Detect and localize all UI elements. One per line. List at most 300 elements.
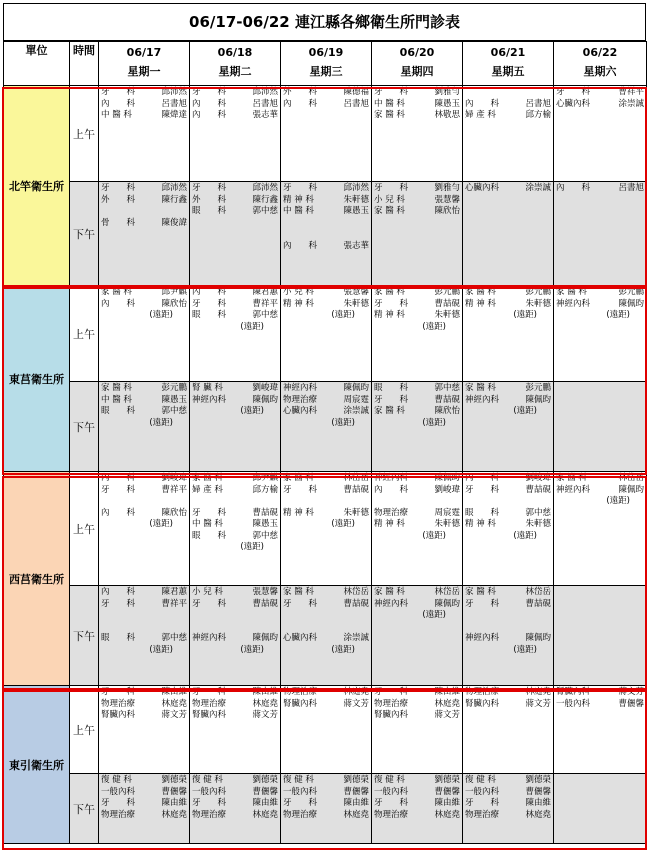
clinic-entry <box>101 710 187 722</box>
department-label: 精 神 科 <box>283 194 314 205</box>
doctor-name: 林庭堯 <box>161 809 187 820</box>
doctor-name: 林庭堯 <box>525 687 551 697</box>
department-label: 婦 產 科 <box>465 110 496 120</box>
clinic-cell <box>372 472 463 586</box>
doctor-name: 陳君蕙 <box>252 287 278 297</box>
remote-note: (遠距) <box>513 644 537 655</box>
department-label: 物理治療 <box>374 809 409 820</box>
doctor-name: 郭中慈 <box>525 507 551 518</box>
clinic-cell <box>281 382 372 472</box>
department-label: 牙 科 <box>192 507 227 518</box>
clinic-entry <box>374 395 460 407</box>
remote-note: (遠距) <box>240 406 264 416</box>
clinic-entry <box>465 395 551 407</box>
department-label: 牙 科 <box>374 687 409 697</box>
doctor-name: 林庭堯 <box>434 809 460 820</box>
clinic-entry <box>374 787 460 799</box>
clinic-entry <box>556 699 644 711</box>
doctor-name: 呂書旭 <box>618 183 644 193</box>
department-label: 外 科 <box>101 194 136 205</box>
clinic-entry <box>374 195 460 207</box>
clinic-cell <box>281 774 372 844</box>
clinic-entry <box>192 206 278 218</box>
department-label: 牙 科 <box>374 183 409 193</box>
remote-note: (遠距) <box>422 417 446 428</box>
clinic-entry <box>374 485 460 497</box>
department-label: 骨 科 <box>101 217 136 228</box>
department-label: 外 科 <box>192 194 227 205</box>
clinic-cell <box>372 382 463 472</box>
doctor-name: 劉峻瑋 <box>434 484 460 495</box>
doctor-name: 曹喆硯 <box>525 598 551 609</box>
department-label: 一般內科 <box>374 786 409 797</box>
clinic-entry <box>101 473 187 485</box>
doctor-name: 陳德福 <box>343 87 369 97</box>
doctor-name: 林岱岳 <box>618 473 644 483</box>
doctor-name: 曹祥平 <box>161 598 187 609</box>
clinic-entry <box>465 99 551 111</box>
remote-note: (遠距) <box>149 644 173 655</box>
department-label: 內 科 <box>556 183 591 193</box>
unit-name: 西莒衛生所 <box>4 472 70 686</box>
period-label: 上午 <box>70 86 99 182</box>
doctor-name: 曹儷馨 <box>252 786 278 797</box>
clinic-entry <box>101 195 187 207</box>
department-label: 物理治療 <box>465 687 500 697</box>
clinic-entry <box>283 699 369 711</box>
clinic-entry <box>556 87 644 99</box>
clinic-entry <box>192 775 278 787</box>
day-header: 06/19 星期三 <box>281 42 372 86</box>
doctor-name: 朱軒德 <box>434 519 460 529</box>
department-label: 腎臟內科 <box>283 698 318 709</box>
department-label: 家 醫 科 <box>283 587 314 597</box>
doctor-name: 陳由維 <box>161 798 187 808</box>
day-header: 06/18 星期二 <box>190 42 281 86</box>
clinic-entry <box>283 775 369 787</box>
doctor-name: 陳佩昀 <box>252 633 278 643</box>
clinic-cell <box>463 382 554 472</box>
department-label: 眼 科 <box>192 206 227 216</box>
clinic-entry <box>192 519 278 531</box>
clinic-cell <box>281 182 372 286</box>
clinic-entry <box>283 383 369 395</box>
doctor-name: 曹儷馨 <box>618 698 644 709</box>
period-label: 上午 <box>70 686 99 774</box>
remote-note: (遠距) <box>149 519 173 529</box>
clinic-cell <box>281 86 372 182</box>
department-label: 內 科 <box>101 587 136 597</box>
department-label: 牙 科 <box>556 87 591 97</box>
clinic-entry <box>283 798 369 810</box>
clinic-entry <box>283 810 369 822</box>
department-label: 物理治療 <box>101 698 136 709</box>
schedule-row <box>4 686 647 774</box>
doctor-name: 邱尹麒 <box>252 473 278 483</box>
department-label: 內 科 <box>374 484 409 495</box>
clinic-cell <box>99 182 190 286</box>
clinic-entry <box>283 508 369 520</box>
doctor-name: 劉雅勻 <box>434 183 460 193</box>
doctor-name: 蔣文芳 <box>434 710 460 720</box>
department-label: 中 醫 科 <box>283 206 314 216</box>
department-label: 小 兒 科 <box>283 287 314 297</box>
clinic-entry <box>556 473 644 485</box>
clinic-entry <box>192 587 278 599</box>
department-label: 物理治療 <box>465 809 500 820</box>
clinic-cell <box>190 586 281 686</box>
department-label: 腎 臟 科 <box>192 383 223 393</box>
clinic-entry <box>374 810 460 822</box>
clinic-entry <box>283 395 369 407</box>
doctor-name: 呂書旭 <box>525 98 551 109</box>
doctor-name: 蔣文芳 <box>161 710 187 720</box>
department-label: 家 醫 科 <box>465 383 496 393</box>
doctor-name: 曹喆硯 <box>252 507 278 518</box>
department-label: 物理治療 <box>374 698 409 709</box>
doctor-name: 朱軒德 <box>343 507 369 518</box>
doctor-name: 朱軒德 <box>525 519 551 529</box>
department-label: 精 神 科 <box>465 298 496 309</box>
clinic-cell <box>99 472 190 586</box>
doctor-name: 張志華 <box>252 110 278 120</box>
doctor-name: 張慧馨 <box>434 194 460 205</box>
clinic-entry <box>192 485 278 497</box>
clinic-entry <box>192 508 278 520</box>
clinic-entry <box>556 687 644 699</box>
department-label: 內 科 <box>283 98 318 109</box>
doctor-name: 林庭堯 <box>434 698 460 709</box>
clinic-entry <box>283 206 369 218</box>
department-label: 精 神 科 <box>374 310 405 320</box>
clinic-entry <box>465 699 551 711</box>
department-label: 神經內科 <box>192 394 227 405</box>
remote-note: (遠距) <box>331 519 355 529</box>
clinic-entry <box>192 383 278 395</box>
doctor-name: 劉德榮 <box>434 775 460 785</box>
doctor-name: 曹喆硯 <box>525 484 551 495</box>
clinic-entry <box>101 218 187 230</box>
department-label: 內 科 <box>192 110 227 120</box>
doctor-name: 周宸霆 <box>434 507 460 518</box>
department-label: 一般內科 <box>192 786 227 797</box>
doctor-name: 陳欣怡 <box>434 206 460 216</box>
department-label: 家 醫 科 <box>374 110 405 120</box>
clinic-entry <box>465 798 551 810</box>
clinic-entry <box>192 87 278 99</box>
department-label: 精 神 科 <box>374 519 405 529</box>
clinic-cell <box>281 286 372 382</box>
clinic-entry <box>283 241 369 253</box>
clinic-entry <box>101 587 187 599</box>
doctor-name: 曹喆硯 <box>343 484 369 495</box>
clinic-entry <box>374 299 460 311</box>
clinic-cell <box>463 286 554 382</box>
doctor-name: 陳佩昀 <box>525 394 551 405</box>
doctor-name: 陳由維 <box>252 798 278 808</box>
unit-name: 東引衛生所 <box>4 686 70 844</box>
doctor-name: 張慧馨 <box>343 287 369 297</box>
doctor-name: 曹儷馨 <box>525 786 551 797</box>
clinic-entry <box>374 687 460 699</box>
department-label: 牙 科 <box>192 183 227 193</box>
doctor-name: 陳行鑫 <box>161 194 187 205</box>
department-label: 心臟內科 <box>465 183 500 193</box>
doctor-name: 陳由維 <box>252 687 278 697</box>
doctor-name: 陳欣怡 <box>161 507 187 518</box>
department-label: 復 健 科 <box>101 775 132 785</box>
department-label: 內 科 <box>101 298 136 309</box>
clinic-entry <box>283 183 369 195</box>
department-label: 家 醫 科 <box>374 206 405 216</box>
doctor-name: 邱沛然 <box>252 87 278 97</box>
doctor-name: 陳佩昀 <box>618 298 644 309</box>
clinic-entry <box>556 287 644 299</box>
doctor-name: 曹喆硯 <box>252 598 278 609</box>
clinic-cell <box>463 472 554 586</box>
remote-note: (遠距) <box>513 310 537 320</box>
clinic-cell <box>190 382 281 472</box>
doctor-name: 林庭堯 <box>343 687 369 697</box>
doctor-name: 朱軒德 <box>343 194 369 205</box>
remote-note: (遠距) <box>606 496 630 506</box>
period-label: 下午 <box>70 774 99 844</box>
department-label: 精 神 科 <box>283 298 314 309</box>
doctor-name: 陳由維 <box>434 687 460 697</box>
remote-note: (遠距) <box>240 542 264 552</box>
department-label: 腎臟內科 <box>374 710 409 720</box>
clinic-entry <box>101 798 187 810</box>
remote-note: (遠距) <box>513 406 537 416</box>
clinic-cell <box>463 586 554 686</box>
doctor-name: 劉德榮 <box>161 775 187 785</box>
department-label: 腎臟內科 <box>101 710 136 720</box>
clinic-entry <box>465 687 551 699</box>
department-label: 內 科 <box>101 507 136 518</box>
clinic-entry <box>192 633 278 645</box>
clinic-entry <box>283 287 369 299</box>
clinic-entry <box>283 87 369 99</box>
unit-header: 單位 <box>4 42 70 86</box>
remote-note: (遠距) <box>331 644 355 655</box>
department-label: 腎臟內科 <box>556 687 591 697</box>
department-label: 復 健 科 <box>374 775 405 785</box>
clinic-entry <box>465 519 551 531</box>
clinic-entry <box>101 810 187 822</box>
department-label: 牙 科 <box>283 798 318 808</box>
department-label: 心臟內科 <box>283 406 318 416</box>
doctor-name: 郭中慈 <box>161 406 187 416</box>
department-label: 物理治療 <box>101 809 136 820</box>
doctor-name: 邱沛然 <box>161 87 187 97</box>
department-label: 內 科 <box>101 98 136 109</box>
department-label: 物理治療 <box>192 698 227 709</box>
department-label: 家 醫 科 <box>374 406 405 416</box>
department-label: 精 神 科 <box>283 507 314 518</box>
department-label: 眼 科 <box>374 383 409 393</box>
doctor-name: 彭元鵬 <box>525 383 551 393</box>
doctor-name: 曹儷馨 <box>343 786 369 797</box>
remote-note: (遠距) <box>331 310 355 320</box>
department-label: 家 醫 科 <box>374 287 405 297</box>
department-label: 物理治療 <box>283 687 318 697</box>
department-label: 復 健 科 <box>283 775 314 785</box>
day-header: 06/22 星期六 <box>554 42 647 86</box>
day-header: 06/17 星期一 <box>99 42 190 86</box>
clinic-cell <box>554 86 647 182</box>
doctor-name: 曹儷馨 <box>161 786 187 797</box>
doctor-name: 曹喆硯 <box>434 298 460 309</box>
doctor-name: 林庭堯 <box>252 698 278 709</box>
doctor-name: 周宸霆 <box>343 394 369 405</box>
doctor-name: 彭元鵬 <box>434 287 460 297</box>
department-label: 心臟內科 <box>556 98 591 109</box>
clinic-cell <box>281 586 372 686</box>
clinic-entry <box>192 699 278 711</box>
doctor-name: 邱方榆 <box>252 484 278 495</box>
unit-name: 東莒衛生所 <box>4 286 70 472</box>
clinic-entry <box>374 383 460 395</box>
clinic-cell <box>281 686 372 774</box>
doctor-name: 陳愚玉 <box>343 206 369 216</box>
doctor-name: 曹喆硯 <box>434 394 460 405</box>
department-label: 內 科 <box>465 473 500 483</box>
department-label: 中 醫 科 <box>101 110 132 120</box>
department-label: 復 健 科 <box>192 775 223 785</box>
doctor-name: 林庭堯 <box>525 809 551 820</box>
department-label: 小 兒 科 <box>192 587 223 597</box>
department-label: 牙 科 <box>465 798 500 808</box>
department-label: 牙 科 <box>283 484 318 495</box>
department-label: 復 健 科 <box>465 775 496 785</box>
clinic-entry <box>101 508 187 520</box>
doctor-name: 陳佩昀 <box>434 598 460 609</box>
clinic-entry <box>374 798 460 810</box>
department-label: 牙 科 <box>101 183 136 193</box>
clinic-entry <box>283 633 369 645</box>
doctor-name: 郭中慈 <box>161 633 187 643</box>
doctor-name: 陳煒達 <box>161 110 187 120</box>
doctor-name: 陳行鑫 <box>252 194 278 205</box>
department-label: 家 醫 科 <box>101 383 132 393</box>
department-label: 物理治療 <box>374 507 409 518</box>
department-label: 物理治療 <box>283 394 318 405</box>
remote-note: (遠距) <box>331 417 355 428</box>
department-label: 家 醫 科 <box>374 587 405 597</box>
clinic-entry <box>101 287 187 299</box>
clinic-entry <box>192 599 278 611</box>
clinic-entry <box>192 299 278 311</box>
clinic-entry <box>374 519 460 531</box>
doctor-name: 邱沛然 <box>252 183 278 193</box>
clinic-entry <box>465 383 551 395</box>
remote-note: (遠距) <box>422 530 446 541</box>
clinic-cell <box>281 472 372 586</box>
department-label: 家 醫 科 <box>101 287 132 297</box>
department-label: 小 兒 科 <box>374 194 405 205</box>
clinic-entry <box>556 183 644 195</box>
doctor-name: 曹祥平 <box>161 484 187 495</box>
schedule-row <box>4 472 647 586</box>
clinic-entry <box>465 299 551 311</box>
department-label: 眼 科 <box>465 507 500 518</box>
department-label: 神經內科 <box>283 383 318 393</box>
doctor-name: 呂書旭 <box>343 98 369 109</box>
clinic-cell <box>190 472 281 586</box>
department-label: 內 科 <box>192 98 227 109</box>
clinic-entry <box>283 473 369 485</box>
department-label: 牙 科 <box>374 394 409 405</box>
department-label: 眼 科 <box>192 310 227 320</box>
clinic-entry <box>283 99 369 111</box>
clinic-entry <box>556 299 644 311</box>
clinic-entry <box>374 775 460 787</box>
unit-name: 北竿衛生所 <box>4 86 70 286</box>
clinic-entry <box>101 110 187 122</box>
clinic-entry <box>192 395 278 407</box>
doctor-name: 呂書旭 <box>161 98 187 109</box>
department-label: 牙 科 <box>374 87 409 97</box>
clinic-entry <box>283 195 369 207</box>
doctor-name: 陳由維 <box>525 798 551 808</box>
clinic-cell <box>372 286 463 382</box>
doctor-name: 曹祥平 <box>252 298 278 309</box>
doctor-name: 陳欣怡 <box>161 298 187 309</box>
day-header: 06/21 星期五 <box>463 42 554 86</box>
department-label: 家 醫 科 <box>465 587 496 597</box>
doctor-name: 張志華 <box>343 240 369 251</box>
doctor-name: 郭中慈 <box>252 206 278 216</box>
clinic-cell <box>554 472 647 586</box>
doctor-name: 蔣文芳 <box>343 698 369 709</box>
schedule-row <box>4 86 647 182</box>
doctor-name: 蔣文芳 <box>525 698 551 709</box>
clinic-entry <box>374 710 460 722</box>
schedule-row <box>4 286 647 382</box>
period-label: 上午 <box>70 286 99 382</box>
clinic-entry <box>374 183 460 195</box>
clinic-entry <box>465 110 551 122</box>
doctor-name: 朱軒德 <box>434 310 460 320</box>
doctor-name: 陳愚玉 <box>161 394 187 405</box>
clinic-cell <box>372 86 463 182</box>
doctor-name: 陳佩昀 <box>525 633 551 643</box>
period-label: 上午 <box>70 472 99 586</box>
department-label: 家 醫 科 <box>192 473 223 483</box>
department-label: 中 醫 科 <box>101 394 132 405</box>
clinic-entry <box>283 787 369 799</box>
remote-note: (遠距) <box>240 321 264 332</box>
remote-note: (遠距) <box>606 310 630 320</box>
clinic-entry <box>101 775 187 787</box>
doctor-name: 陳欣怡 <box>434 406 460 416</box>
doctor-name: 邱沛然 <box>161 183 187 193</box>
department-label: 一般內科 <box>101 786 136 797</box>
doctor-name: 曹祥平 <box>618 87 644 97</box>
department-label: 中 醫 科 <box>192 519 223 529</box>
clinic-cell <box>554 182 647 286</box>
doctor-name: 蔣文芳 <box>252 710 278 720</box>
clinic-entry <box>192 183 278 195</box>
department-label: 牙 科 <box>283 598 318 609</box>
clinic-entry <box>192 473 278 485</box>
doctor-name: 朱軒德 <box>343 298 369 309</box>
clinic-entry <box>101 687 187 699</box>
department-label: 家 醫 科 <box>283 473 314 483</box>
department-label: 內 科 <box>283 240 318 251</box>
doctor-name: 呂書旭 <box>252 98 278 109</box>
clinic-entry <box>101 395 187 407</box>
